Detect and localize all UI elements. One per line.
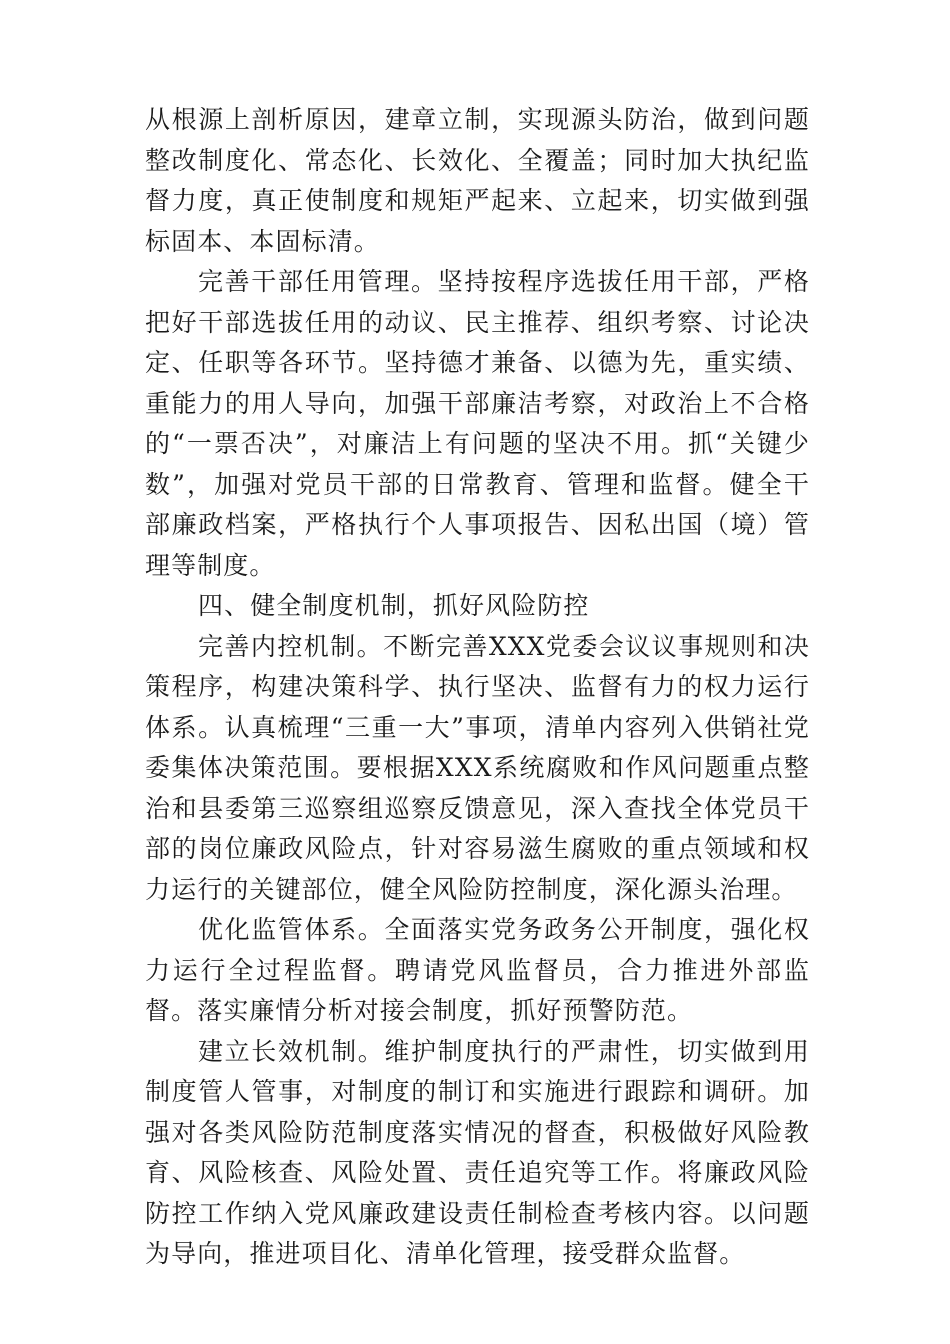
paragraph-supervision-system: 优化监管体系。全面落实党务政务公开制度，强化权力运行全过程监督。聘请党风监督员，合力推进外部监督。落实廉情分析对接会制度，抓好预警防范。 <box>145 915 810 1025</box>
paragraph-continuation: 从根源上剖析原因，建章立制，实现源头防治，做到问题整改制度化、常态化、长效化、全覆盖；同时加大执纪监督力度，真正使制度和规矩严起来、立起来，切实做到强标固本、本固标清。 <box>145 105 810 256</box>
paragraph-cadre-management: 完善干部任用管理。坚持按程序选拔任用干部，严格把好干部选拔任用的动议、民主推荐、组织考察、讨论决定、任职等各环节。坚持德才兼备、以德为先，重实绩、重能力的用人导向，加强干部廉洁考察，对政治上不合格的“一票否决”，对廉洁上有问题的坚决不用。抓“关键少数”，加强对党员干部的日常教育、管理和监督。健全干部廉政档案，严格执行个人事项报告、因私出国（境）管理等制度。 <box>145 267 810 580</box>
paragraph-long-term-mechanism: 建立长效机制。维护制度执行的严肃性，切实做到用制度管人管事，对制度的制订和实施进行跟踪和调研。加强对各类风险防范制度落实情况的督查，积极做好风险教育、风险核查、风险处置、责任追究等工作。将廉政风险防控工作纳入党风廉政建设责任制检查考核内容。以问题为导向，推进项目化、清单化管理，接受群众监督。 <box>145 1036 810 1268</box>
document-body <box>145 100 810 1275</box>
section-heading-four: 四、健全制度机制，抓好风险防控 <box>198 591 590 620</box>
paragraph-internal-control: 完善内控机制。不断完善XXX党委会议议事规则和决策程序，构建决策科学、执行坚决、监督有力的权力运行体系。认真梳理“三重一大”事项，清单内容列入供销社党委集体决策范围。要根据XXX系统腐败和作风问题重点整治和县委第三巡察组巡察反馈意见，深入查找全体党员干部的岗位廉政风险点，针对容易滋生腐败的重点领域和权力运行的关键部位，健全风险防控制度，深化源头治理。 <box>145 631 810 904</box>
